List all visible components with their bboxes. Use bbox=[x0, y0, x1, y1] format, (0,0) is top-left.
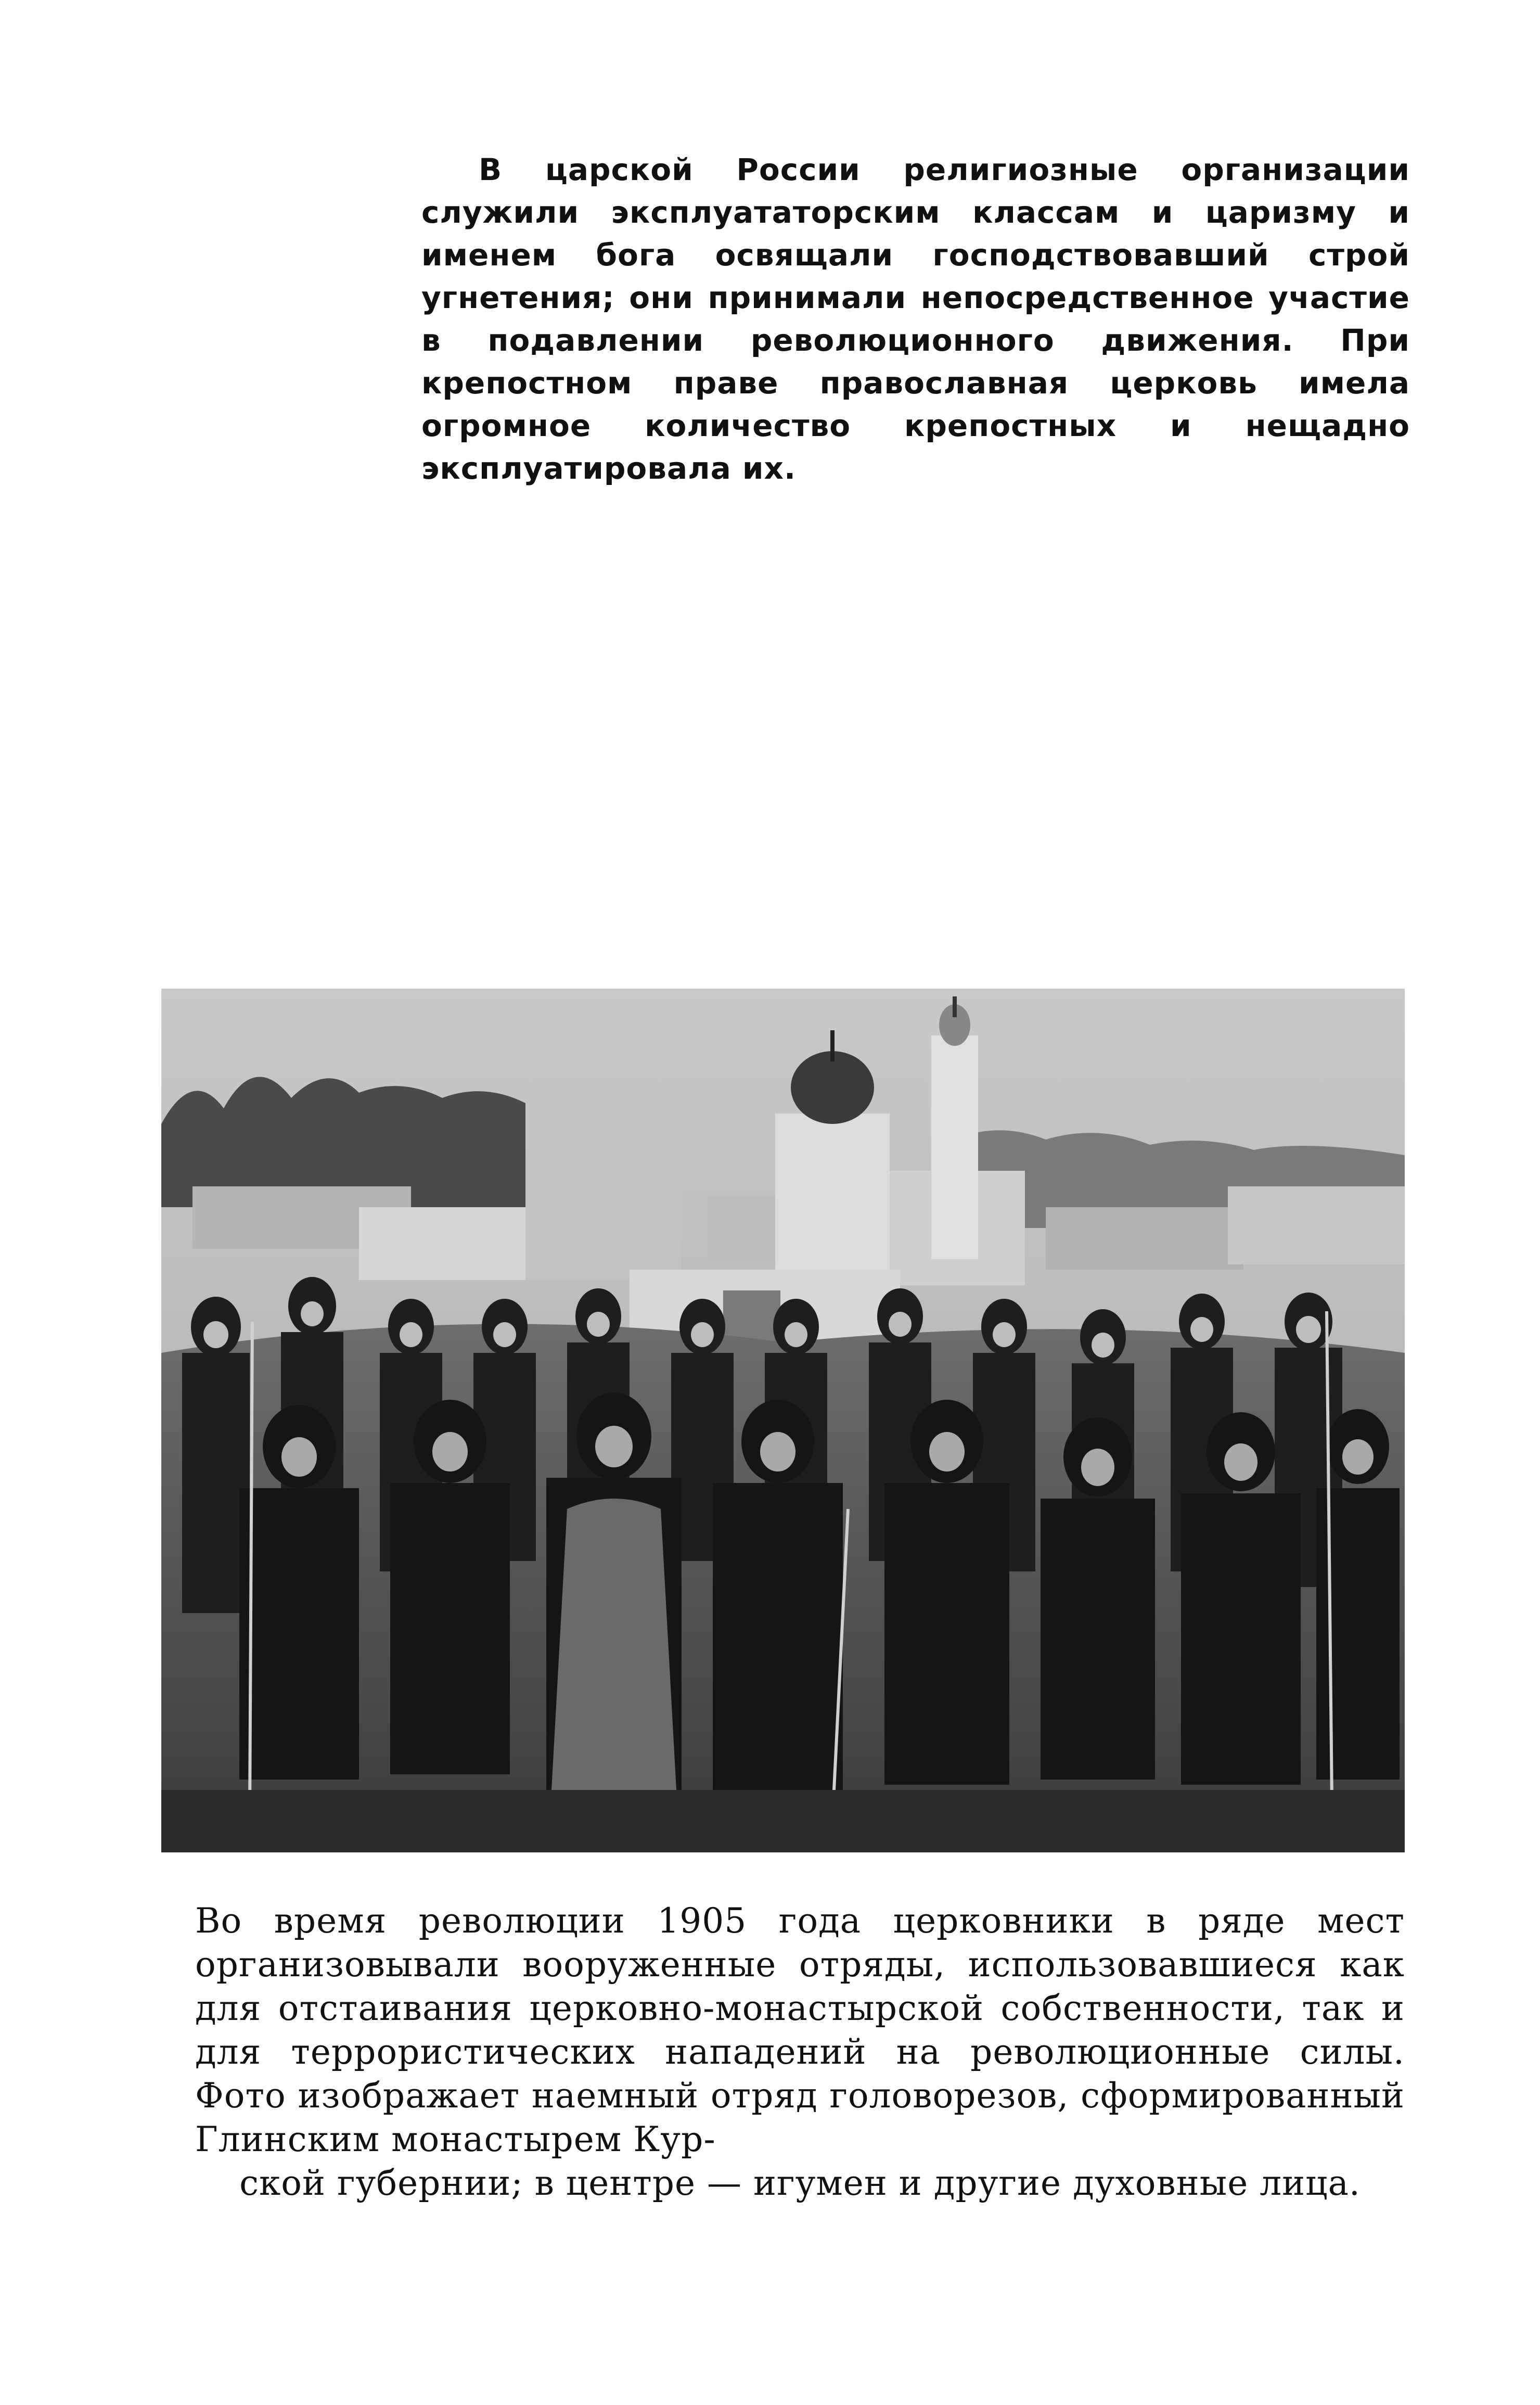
photo-caption-last-line: ской губернии; в центре — игумен и другие духовные лица. bbox=[239, 2163, 1361, 2203]
group-photo bbox=[161, 989, 1405, 1852]
intro-paragraph: В царской России религиозные организации служили эксплуататорским классам и царизму и именем бога освящали господствовавший строй угнетения; они принимали непосредственное участие в подавлении революционного движения. При крепостном праве православная церковь имела огромное количество крепостных и нещадно эксплуатировала их. bbox=[421, 152, 1410, 486]
photo-caption: Во время революции 1905 года церковники в ряде мест организовывали вооруженные отряды, использовавшиеся как для отстаивания церковно-монастырской собственности, так и для террористических нападений на революционные силы. Фото изображает наемный отряд головорезов, сформированный Глинским монастырем Кур- bbox=[195, 1901, 1405, 2159]
